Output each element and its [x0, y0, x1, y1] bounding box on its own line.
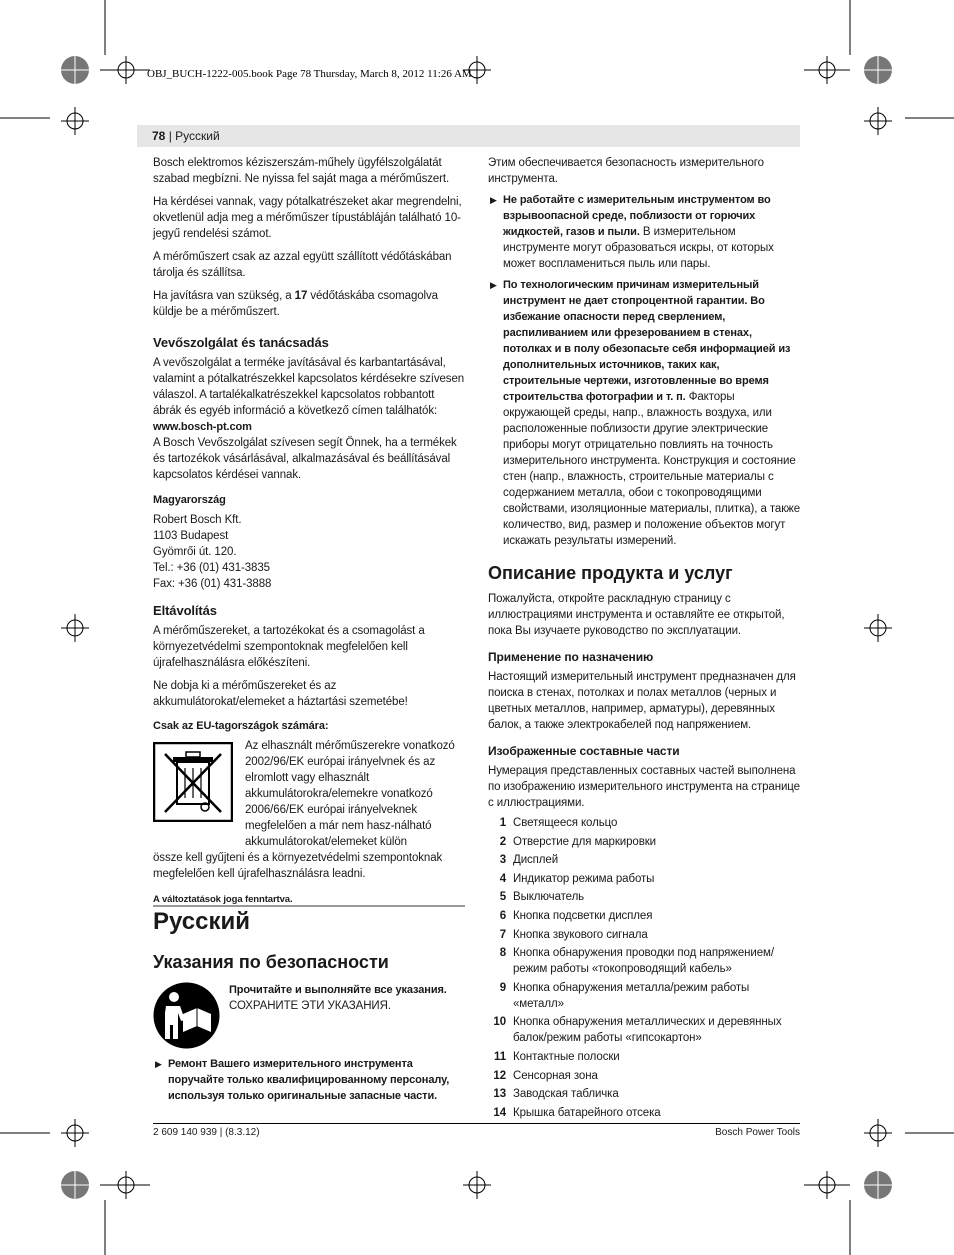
- read-manual-icon: [153, 982, 220, 1049]
- paragraph: Az elhasznált mérőműszerekre vonatkozó 2002/96/EK európai irányelvnek és az elromlott vagy elhasznált akkumulátorokra/elemekre vonatkozó 2006/66/EK európai irányelveknek megfelelően a már nem hasz-nálható akkumulátorokat/elemeket külön: [245, 740, 455, 848]
- bullet-arrow-icon: ▶: [490, 280, 497, 290]
- part-label: Кнопка обнаружения металла/режим работы «металл»: [513, 981, 750, 1010]
- part-number: 6: [499, 909, 506, 922]
- section-heading: Применение по назначению: [488, 650, 654, 664]
- section-heading-large: Описание продукта и услуг: [488, 563, 733, 583]
- print-slug: OBJ_BUCH-1222-005.book Page 78 Thursday, March 8, 2012 11:26 AM: [147, 68, 472, 80]
- list-item: [488, 1049, 800, 1065]
- list-item: [488, 908, 800, 924]
- footer-rule: [153, 1123, 800, 1124]
- page-header-bar: [137, 125, 800, 147]
- parts-list: [488, 815, 800, 1121]
- country-heading: Magyarország: [153, 494, 226, 506]
- part-label: Отверстие для маркировки: [513, 835, 656, 848]
- address-block: Robert Bosch Kft. 1103 Budapest Gyömrői út. 120. Tel.: +36 (01) 431-3835 Fax: +36 (01) 431-3888: [153, 514, 272, 590]
- bullet-item: ▶ Не работайте с измерительным инструментом во взрывоопасной среде, поблизости от горючих жидкостей, газов и пыли. В измерительном инструменте могут образоваться искры, от которых может воспламениться пыль или пары.: [490, 194, 774, 270]
- eu-block: [153, 738, 465, 882]
- bullet-item: ▶ Ремонт Вашего измерительного инструмента поручайте только квалифицированному персоналу, используя только оригинальные запасные части.: [155, 1058, 450, 1102]
- part-number: 12: [493, 1069, 506, 1082]
- header-separator: |: [165, 129, 176, 143]
- footer-left: 2 609 140 939 | (8.3.12): [153, 1127, 260, 1138]
- part-number: 1: [499, 817, 506, 829]
- part-label: Кнопка обнаружения металлических и деревянных балок/режим работы «гипсокартон»: [513, 1016, 782, 1045]
- paragraph: Bosch elektromos kéziszerszám-műhely ügyfélszolgálatát szabad megbízni. Ne nyissa fel saját maga a mérőműszert.: [153, 157, 450, 185]
- list-item: [488, 815, 800, 831]
- list-item: [488, 927, 800, 943]
- list-item: [488, 889, 800, 905]
- footer-right: Bosch Power Tools: [715, 1127, 800, 1138]
- part-label: Контактные полоски: [513, 1050, 620, 1063]
- list-item: [488, 1086, 800, 1102]
- paragraph: A mérőműszert csak az azzal együtt szállított védőtáskában tárolja és szállítsa.: [153, 251, 452, 279]
- part-number: 3: [499, 854, 506, 867]
- section-heading: Vevőszolgálat és tanácsadás: [153, 335, 329, 350]
- paragraph: Ne dobja ki a mérőműszereket és az akkumulátorokat/elemeket a háztartási szemetébe!: [153, 680, 408, 708]
- list-item: [488, 834, 800, 850]
- part-label: Дисплей: [513, 854, 559, 867]
- part-label: Выключатель: [513, 891, 585, 904]
- list-item: [488, 852, 800, 868]
- list-item: [488, 980, 800, 1012]
- paragraph: Пожалуйста, откройте раскладную страницу с иллюстрациями инструмента и оставляйте ее открытой, пока Вы изучаете руководство по эксплуатации.: [488, 593, 785, 637]
- part-number: 8: [499, 947, 506, 960]
- list-item: [488, 945, 800, 977]
- section-heading-large: Указания по безопасности: [153, 952, 389, 972]
- part-number: 2: [499, 835, 506, 848]
- part-label: Кнопка звукового сигнала: [513, 928, 648, 941]
- paragraph: Нумерация представленных составных частей выполнена по изображению измерительного инструмента на странице с иллюстрациями.: [488, 765, 800, 809]
- part-label: Светящееся кольцо: [513, 817, 618, 829]
- paragraph: A Bosch Vevőszolgálat szívesen segít Önnek, ha a termékek és tartozékok vásárlásával, alkalmazásával és beállításával kapcsolatos kérdései vannak.: [153, 437, 457, 481]
- part-label: Индикатор режима работы: [513, 872, 655, 885]
- page-header: [152, 129, 220, 143]
- section-rule: [153, 905, 465, 907]
- part-number: 10: [493, 1016, 506, 1029]
- paragraph: Ha kérdései vannak, vagy pótalkatrészeket akar megrendelni, okvetlenül adja meg a mérőműszer típustábláján található 10-jegyű rendelési számot.: [153, 196, 462, 240]
- paragraph: A vevőszolgálat a terméke javításával és karbantartásával, valamint a pótalkatrészekkel kapcsolatos kérdésekre szívesen válaszol. A tartalékalkatrészekkel kapcsolatos robbantott ábrák és egyéb információ a következő címen találhatók:: [153, 357, 465, 417]
- section-heading: Изображенные составные части: [488, 744, 680, 758]
- part-label: Кнопка подсветки дисплея: [513, 909, 653, 922]
- section-heading: Eltávolítás: [153, 603, 217, 618]
- bullet-arrow-icon: ▶: [490, 195, 497, 205]
- paragraph: Настоящий измерительный инструмент предназначен для поиска в стенах, потолках и полах металлов (черных и цветных металлов, например, арматуры), деревянных балок, а также электрокабелей под напряжением.: [488, 671, 796, 731]
- bullet-item: ▶ По технологическим причинам измерительный инструмент не дает стопроцентной гарантии. Во избежание опасности перед сверлением, распиливанием или фрезерованием в стенах, потолках и в полу обезопасьте себя информацией из дополнительных источников, таких как, строительные чертежи, изготовленные во время строительства фотографии и т. п. Факторы окружающей среды, напр., влажность воздуха, или расположенные поблизости другие электрические приборы могут отрицательно повлиять на точность измерительного инструмента. Конструкция и состояние стен (напр., влажность, строительные материалы с содержанием металла, обои с токопроводящими свойствами, изоляционные материалы, плитка), а также количество, вид, размер и положение объектов могут искажать результаты измерений.: [490, 279, 801, 547]
- part-number: 13: [493, 1088, 506, 1101]
- eu-heading: Csak az EU-tagországok számára:: [153, 720, 329, 732]
- product-section: [488, 591, 800, 1123]
- list-item: [488, 1014, 800, 1046]
- changes-note: A változtatások joga fenntartva.: [153, 894, 293, 905]
- list-item: [488, 1068, 800, 1084]
- paragraph: össze kell gyűjteni és a környezetvédelmi szempontoknak megfelelően kell újrafelhasználásra leadni.: [153, 852, 443, 880]
- crossed-bin-icon: [153, 742, 233, 822]
- url-link[interactable]: www.bosch-pt.com: [153, 421, 252, 433]
- header-language: Русский: [175, 129, 220, 143]
- part-label: Сенсорная зона: [513, 1069, 598, 1082]
- part-number: 4: [499, 872, 506, 885]
- list-item: [488, 1105, 800, 1121]
- part-label: Кнопка обнаружения проводки под напряжением/ режим работы «токопроводящий кабель»: [513, 947, 774, 976]
- right-column: [488, 155, 800, 549]
- part-number: 14: [493, 1106, 506, 1119]
- read-note: [229, 982, 465, 1014]
- part-number: 7: [499, 928, 506, 941]
- read-note-bold: Прочитайте и выполняйте все указания.: [229, 984, 447, 996]
- list-item: [488, 871, 800, 887]
- paragraph: A mérőműszereket, a tartozékokat és a csomagolást a környezetvédelmi szempontoknak megfelelően kell újrafelhasználásra előkészíteni.: [153, 625, 425, 669]
- language-title: Русский: [153, 908, 250, 935]
- part-number: 9: [499, 981, 506, 994]
- paragraph: Этим обеспечивается безопасность измерительного инструмента.: [488, 157, 764, 185]
- part-number: 5: [499, 891, 506, 904]
- part-number: 11: [494, 1050, 506, 1063]
- bullet-arrow-icon: ▶: [155, 1059, 162, 1069]
- page-number: 78: [152, 129, 166, 143]
- part-label: Заводская табличка: [513, 1088, 619, 1101]
- paragraph: Ha javításra van szükség, a 17 védőtáskába csomagolva küldje be a mérőműszert.: [153, 290, 438, 318]
- read-note-normal: СОХРАНИТЕ ЭТИ УКАЗАНИЯ.: [229, 1000, 391, 1012]
- part-label: Крышка батарейного отсека: [513, 1106, 661, 1119]
- left-column: [153, 155, 465, 908]
